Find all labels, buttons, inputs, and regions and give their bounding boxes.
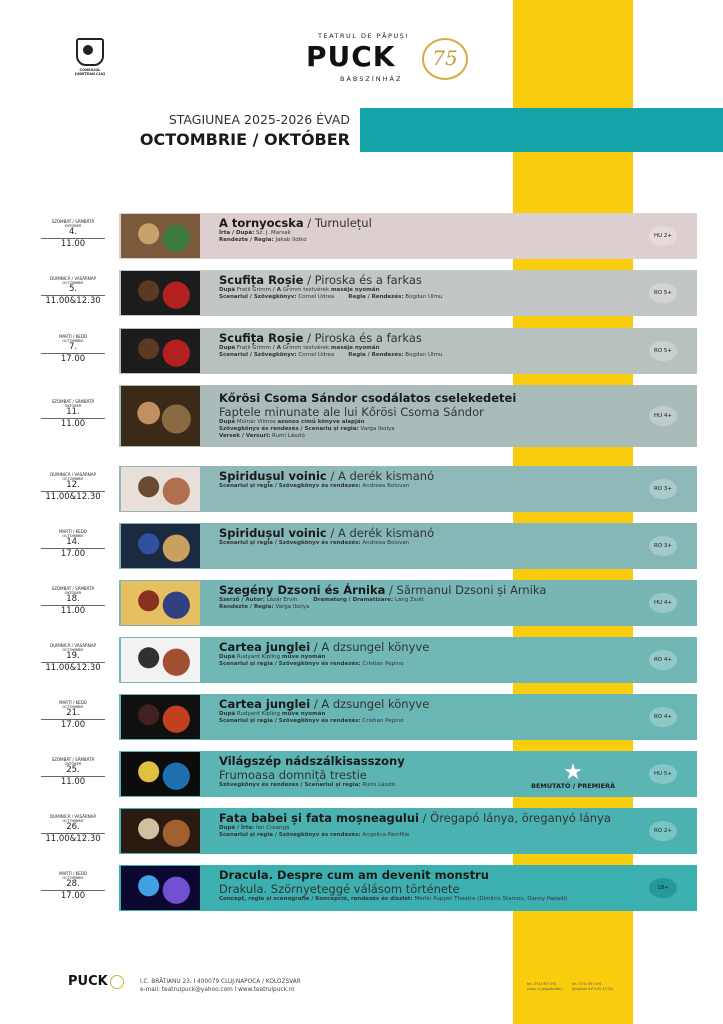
event-credit-line — [219, 711, 639, 718]
event-weekday: DUMINICĂ / VASÁRNAP — [50, 472, 96, 477]
event-day: 25. — [66, 765, 80, 775]
credit-value: Frații Grimm — [235, 287, 273, 293]
footer-phone-1 — [527, 982, 562, 992]
event-credit-line — [219, 230, 639, 237]
event-title — [219, 331, 639, 345]
event-month: OCTOMBRIE — [62, 477, 84, 481]
logo-name: PUCK — [306, 40, 396, 73]
credit-label: După — [219, 654, 236, 660]
event-credit-line — [219, 832, 639, 839]
credit-value: Láng Zsolt — [393, 597, 424, 603]
event-credit-line — [219, 287, 639, 294]
event-subtitle: Faptele minunate ale lui Kőrösi Csoma Sándor — [219, 405, 484, 419]
event-weekday: MARȚI / KEDD — [59, 529, 87, 534]
event-title-main: Cartea junglei — [219, 697, 311, 711]
event-day: 12. — [66, 480, 80, 490]
credit-value: Jakab Ildikó — [273, 237, 307, 243]
credit-label: meséje nyomán — [330, 287, 380, 293]
credit-label: După / Írta: — [219, 825, 255, 831]
event-subtitle: Frumoasa domniță trestie — [219, 768, 367, 782]
age-rating-badge: RO 5+ — [649, 341, 677, 361]
event-title-alt: / A derék kismanó — [326, 526, 435, 540]
event-month: OCTOMBRIE — [62, 876, 84, 880]
credit-label: Írta / După: — [219, 230, 255, 236]
premiere-badge — [523, 760, 623, 790]
event-row — [27, 808, 697, 854]
event-info — [219, 811, 639, 839]
credit-value: Ion Creangă — [254, 825, 290, 831]
credit-label: Scenariul și regia / Szövegkönyv és rendezés: — [219, 483, 361, 489]
address-line: I.C. BRĂTIANU 23. I 400079 CLUJ-NAPOCA / KOLOZSVÁR — [140, 979, 301, 985]
credit-value: Sz. J. Marsak — [254, 230, 291, 236]
phone2-note: (program H-P 9.00-15.00) — [572, 987, 613, 991]
credit-label: műve nyomán — [281, 711, 326, 717]
credit-value: Grimm testvérek — [280, 287, 331, 293]
phone2: tel.: 0741 657 491 — [572, 982, 602, 986]
date-box — [27, 808, 119, 854]
event-time: 11.00 — [60, 606, 86, 616]
event-credit-line — [219, 896, 639, 903]
event-photo — [121, 271, 200, 315]
event-title-main: Szegény Dzsoni és Árnika — [219, 583, 386, 597]
footer-address — [140, 978, 301, 994]
event-time: 11.00&12.30 — [45, 492, 101, 502]
event-day: 19. — [66, 651, 80, 661]
event-weekday: MARȚI / KEDD — [59, 334, 87, 339]
teal-band — [360, 108, 723, 152]
credit-label: műve nyomán — [281, 654, 326, 660]
event-month: OKTÓBER — [64, 404, 82, 408]
event-day: 4. — [68, 227, 78, 237]
event-credit-line — [219, 345, 639, 352]
credit-value: Varga Ibolya — [358, 426, 395, 432]
credit-label: După — [219, 287, 236, 293]
credit-value: Lázár Ervin — [264, 597, 314, 603]
event-credit-line — [219, 825, 639, 832]
credit-label: După — [219, 711, 236, 717]
credit-value: Frații Grimm — [235, 345, 273, 351]
event-credit-line — [219, 426, 639, 433]
phone1: tel.: 0741 657 591 — [527, 982, 557, 986]
event-photo — [121, 386, 200, 446]
event-row — [27, 580, 697, 626]
date-box — [27, 385, 119, 447]
event-title — [219, 583, 639, 597]
event-weekday: MARȚI / KEDD — [59, 700, 87, 705]
event-photo — [121, 866, 200, 910]
event-title-main: Scufița Roșie — [219, 273, 304, 287]
credit-value: Bogdan Ulmu — [403, 294, 443, 300]
event-photo — [121, 695, 200, 739]
credit-label: Scenariul / Szövegkönyv: — [219, 352, 297, 358]
event-time: 11.00 — [60, 777, 86, 787]
credit-value: Grimm testvérek — [280, 345, 331, 351]
event-info — [219, 391, 639, 440]
event-title-main: Kőrösi Csoma Sándor csodálatos cselekedetei — [219, 391, 517, 405]
event-credit-line — [219, 483, 639, 490]
event-title-main: Spiridușul voinic — [219, 526, 327, 540]
event-day: 14. — [66, 537, 80, 547]
event-month: OCTOMBRIE — [62, 339, 84, 343]
event-title-alt: / Sărmanul Dzsoni și Arnika — [385, 583, 547, 597]
event-weekday: DUMINICĂ / VASÁRNAP — [50, 276, 96, 281]
credit-label: Scenariul și regia / Szövegkönyv és rendezés: — [219, 718, 361, 724]
event-time: 17.00 — [60, 354, 86, 364]
credit-label: Scenariul și regia / Szövegkönyv és rendezés: — [219, 540, 361, 546]
event-title-main: Világszép nádszálkisasszony — [219, 754, 405, 768]
event-title-alt: / A dzsungel könyve — [310, 697, 430, 711]
credit-value: Rudyard Kipling — [235, 654, 282, 660]
event-title — [219, 273, 639, 287]
event-weekday: SZOMBAT / SÂMBĂTĂ — [51, 586, 95, 591]
credit-label: Szövegkönyv és rendezés / Scenariul și regia: — [219, 782, 361, 788]
event-credit-line — [219, 352, 639, 359]
event-weekday: DUMINICĂ / VASÁRNAP — [50, 643, 96, 648]
event-time: 17.00 — [60, 549, 86, 559]
contact-line[interactable]: e-mail: teatrulpuck@yahoo.com I www.teatrulpuck.ro — [140, 987, 295, 993]
credit-label: Scenariul și regia / Szövegkönyv és rendezés: — [219, 661, 361, 667]
event-credit-line — [219, 540, 639, 547]
event-photo — [121, 524, 200, 568]
event-row — [27, 751, 697, 797]
date-box — [27, 694, 119, 740]
footer-phone-2 — [572, 982, 613, 992]
credit-value: Cornel Udrea — [296, 294, 349, 300]
event-day: 26. — [66, 822, 80, 832]
event-title-main: Spiridușul voinic — [219, 469, 327, 483]
star-icon: ★ — [563, 760, 583, 785]
event-title — [219, 216, 639, 230]
event-title-main: Dracula. Despre cum am devenit monstru — [219, 868, 489, 882]
age-rating-badge: RO 2+ — [649, 821, 677, 841]
event-info — [219, 331, 639, 359]
event-info — [219, 583, 639, 611]
event-weekday: SZOMBAT / SÂMBĂTĂ — [51, 219, 95, 224]
credit-label: Regia / Rendezés: — [348, 352, 404, 358]
event-day: 18. — [66, 594, 80, 604]
event-month: OCTOMBRIE — [62, 705, 84, 709]
age-rating-badge: RO 4+ — [649, 650, 677, 670]
event-weekday: DUMINICĂ / VASÁRNAP — [50, 814, 96, 819]
event-info — [219, 526, 639, 547]
event-info — [219, 469, 639, 490]
premiere-label: BEMUTATÓ / PREMIERĂ — [530, 782, 616, 790]
event-title-main: Fata babei și fata moșneagului — [219, 811, 419, 825]
event-month: OCTOMBRIE — [62, 281, 84, 285]
event-credit-line — [219, 654, 639, 661]
event-weekday: SZOMBAT / SÂMBĂTĂ — [51, 399, 95, 404]
event-row — [27, 466, 697, 512]
event-row — [27, 270, 697, 316]
age-rating-badge: HU 2+ — [649, 226, 677, 246]
event-day: 21. — [66, 708, 80, 718]
credit-value: Rumi László — [270, 433, 305, 439]
event-credit-line — [219, 237, 639, 244]
age-rating-badge: RO 4+ — [649, 707, 677, 727]
event-title — [219, 391, 639, 405]
event-title — [219, 868, 639, 882]
event-credit-line — [219, 661, 639, 668]
date-box — [27, 580, 119, 626]
credit-label: / A — [272, 287, 281, 293]
date-box — [27, 270, 119, 316]
crest-icon — [76, 38, 104, 66]
phone1-note: (casa / a jegypénztár) — [527, 987, 562, 991]
event-day: 5. — [68, 284, 78, 294]
event-info — [219, 216, 639, 244]
event-info — [219, 640, 639, 668]
council-name: CONSILIUL JUDEȚEAN CLUJ — [75, 68, 105, 76]
date-box — [27, 637, 119, 683]
event-time: 17.00 — [60, 720, 86, 730]
event-month: OKTÓBER — [64, 591, 82, 595]
credit-label: Scenariul / Szövegkönyv: — [219, 294, 297, 300]
date-box — [27, 213, 119, 259]
event-row — [27, 328, 697, 374]
event-time: 11.00 — [60, 419, 86, 429]
date-box — [27, 523, 119, 569]
event-photo — [121, 752, 200, 796]
credit-label: Versek / Versuri: — [219, 433, 271, 439]
credit-value: Cristian Pepino — [360, 718, 404, 724]
council-logo — [70, 38, 110, 76]
event-photo — [121, 467, 200, 511]
event-weekday: SZOMBAT / SÂMBĂTĂ — [51, 757, 95, 762]
credit-label: Rendezte / Regia: — [219, 604, 274, 610]
age-rating-badge: RO 3+ — [649, 479, 677, 499]
event-title-main: Cartea junglei — [219, 640, 311, 654]
credit-value: Angelica Pamfilie — [360, 832, 410, 838]
footer — [0, 970, 723, 1000]
event-credit-line — [219, 718, 639, 725]
age-rating-badge: 18+ — [649, 878, 677, 898]
event-weekday: MARȚI / KEDD — [59, 871, 87, 876]
event-row — [27, 865, 697, 911]
event-month: OCTOMBRIE — [62, 819, 84, 823]
credit-value: Bogdan Ulmu — [403, 352, 443, 358]
event-info — [219, 697, 639, 725]
event-time: 11.00&12.30 — [45, 296, 101, 306]
age-rating-badge: HU 4+ — [649, 593, 677, 613]
credit-label: Concept, regie și scenografie / Koncepció, rendezés és díszlet: — [219, 896, 413, 902]
credit-value: Cornel Udrea — [296, 352, 349, 358]
event-credit-line — [219, 419, 639, 426]
credit-label: Scenariul și regia / Szövegkönyv és rendezés: — [219, 832, 361, 838]
credit-label: Szövegkönyv és rendezés / Scenariu și regia: — [219, 426, 359, 432]
event-photo — [121, 329, 200, 373]
event-title — [219, 811, 639, 825]
event-month: OKTÓBER — [64, 224, 82, 228]
age-rating-badge: RO 3+ — [649, 536, 677, 556]
credit-value: Andreea Bolovan — [360, 483, 410, 489]
event-row — [27, 637, 697, 683]
event-title-alt: / Piroska és a farkas — [303, 331, 422, 345]
event-subtitle: Drakula. Szörnyeteggé válásom története — [219, 882, 460, 896]
event-credit-line — [219, 433, 639, 440]
event-time: 11.00&12.30 — [45, 834, 101, 844]
event-time: 11.00&12.30 — [45, 663, 101, 673]
event-row — [27, 694, 697, 740]
credit-label: Rendezte / Regia: — [219, 237, 274, 243]
event-credit-line — [219, 294, 639, 301]
event-month: OCTOMBRIE — [62, 648, 84, 652]
credit-value: Molnár Vilmos — [235, 419, 278, 425]
event-photo — [121, 214, 200, 258]
event-photo — [121, 638, 200, 682]
anniversary-badge: 75 — [422, 38, 468, 80]
event-title — [219, 697, 639, 711]
logo-top: TEATRUL DE PĂPUȘI — [318, 32, 409, 40]
event-credit-line — [219, 604, 639, 611]
event-title-alt: / Turnulețul — [303, 216, 372, 230]
footer-logo-text: PUCK — [68, 974, 108, 989]
event-title-main: Scufița Roșie — [219, 331, 304, 345]
event-row — [27, 213, 697, 259]
theatre-logo — [300, 32, 475, 84]
event-month: OCTOMBRIE — [62, 534, 84, 538]
age-rating-badge: HU 4+ — [649, 406, 677, 426]
event-title — [219, 526, 639, 540]
event-photo — [121, 581, 200, 625]
event-day: 11. — [66, 407, 80, 417]
month-title: OCTOMBRIE / OKTÓBER — [139, 130, 350, 149]
event-day: 7. — [68, 342, 78, 352]
event-month: OKTÓBER — [64, 762, 82, 766]
credit-label: meséje nyomán — [330, 345, 380, 351]
logo-bottom: BÁBSZÍNHÁZ — [340, 75, 403, 83]
credit-value: Rudyard Kipling — [235, 711, 282, 717]
date-box — [27, 328, 119, 374]
event-title-main: A tornyocska — [219, 216, 304, 230]
event-title — [219, 640, 639, 654]
event-credit-line — [219, 597, 639, 604]
credit-value: Cristian Pepino — [360, 661, 404, 667]
event-row — [27, 385, 697, 447]
credit-value: Rumi László — [360, 782, 396, 788]
date-box — [27, 865, 119, 911]
event-day: 28. — [66, 879, 80, 889]
event-photo — [121, 809, 200, 853]
event-title-alt: / A derék kismanó — [326, 469, 435, 483]
event-title — [219, 469, 639, 483]
date-box — [27, 751, 119, 797]
credit-label: Dramaturg / Dramatizare: — [313, 597, 394, 603]
event-title-alt: / Öregapó lánya, öreganyó lánya — [418, 811, 611, 825]
credit-value: Varga Ibolya — [273, 604, 310, 610]
event-title-alt: / A dzsungel könyve — [310, 640, 430, 654]
credit-label: După — [219, 345, 236, 351]
anniversary-ring-icon — [110, 975, 124, 989]
credit-value: Andreea Bolovan — [360, 540, 410, 546]
event-info — [219, 273, 639, 301]
credit-label: / A — [272, 345, 281, 351]
event-time: 11.00 — [60, 239, 86, 249]
season-label: STAGIUNEA 2025-2026 ÉVAD — [168, 112, 350, 127]
event-time: 17.00 — [60, 891, 86, 901]
credit-label: Regia / Rendezés: — [348, 294, 404, 300]
age-rating-badge: RO 5+ — [649, 283, 677, 303]
event-title-alt: / Piroska és a farkas — [303, 273, 422, 287]
event-info — [219, 868, 639, 903]
event-row — [27, 523, 697, 569]
date-box — [27, 466, 119, 512]
credit-label: După — [219, 419, 236, 425]
credit-value: Merlin Puppet Theatre (Dimitris Stamou, Danny Papadi) — [412, 896, 568, 902]
credit-label: Szerző / Autor: — [219, 597, 265, 603]
age-rating-badge: HU 5+ — [649, 764, 677, 784]
credit-label: azonos című könyve alapján — [277, 419, 365, 425]
footer-logo — [68, 974, 124, 989]
